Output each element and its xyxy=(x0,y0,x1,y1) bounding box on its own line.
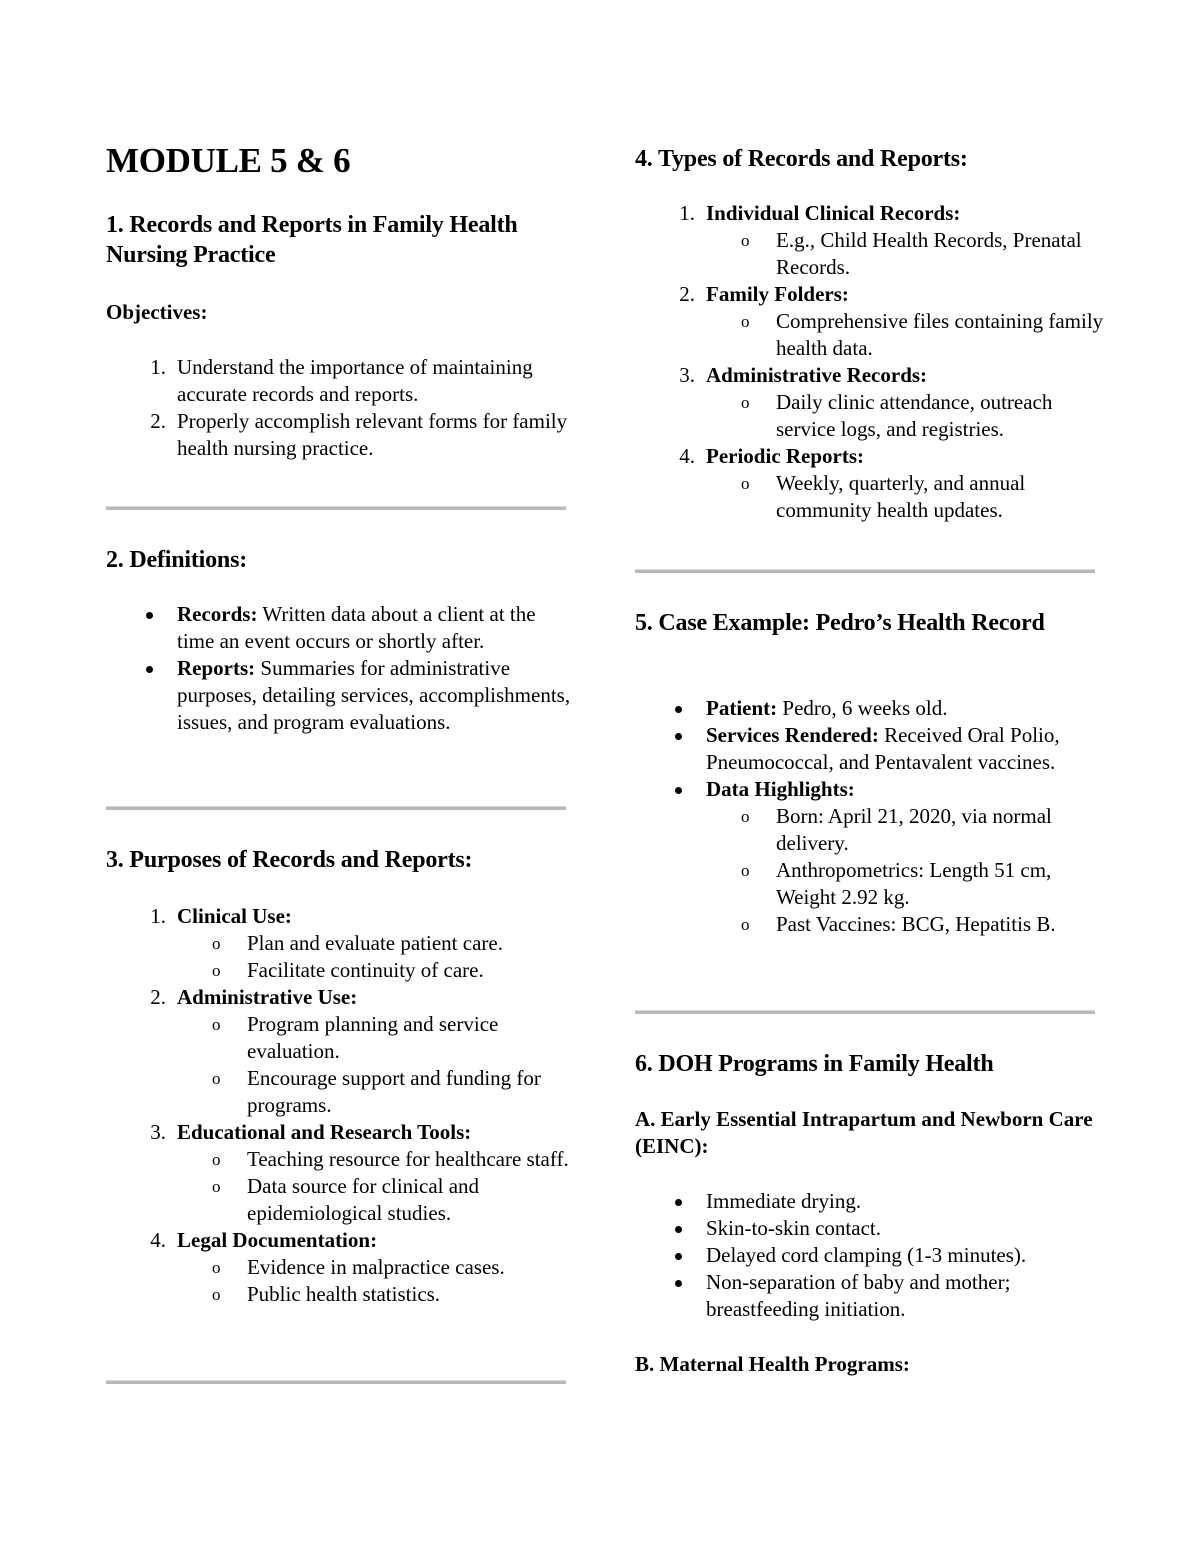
subsection-b-heading: B. Maternal Health Programs: xyxy=(635,1352,910,1376)
objectives-list xyxy=(106,354,576,462)
list-item: Non-separation of baby and mother; breastfeeding initiation. xyxy=(635,1269,1105,1323)
bullet-icon xyxy=(675,1226,682,1233)
sub-list-item: o Encourage support and funding for programs. xyxy=(212,1066,541,1117)
list-item: 3. Administrative Records: o Daily clinic attendance, outreach service logs, and registries. xyxy=(635,362,1105,443)
sub-list-item: o Anthropometrics: Length 51 cm, Weight 2.92 kg. xyxy=(741,858,1052,909)
list-item: Reports: Summaries for administrative purposes, detailing services, accomplishments, issues, and program evaluations. xyxy=(106,655,576,736)
list-item: 1. Understand the importance of maintaining accurate records and reports. xyxy=(150,355,533,406)
bullet-icon xyxy=(146,612,153,619)
module-title: MODULE 5 & 6 xyxy=(106,141,351,180)
sub-list-item: o Evidence in malpractice cases. xyxy=(212,1255,505,1279)
sub-list-item: o Public health statistics. xyxy=(212,1282,441,1306)
bullet-icon xyxy=(675,1280,682,1287)
list-item: Data Highlights: o Born: April 21, 2020, via normal delivery. o Anthropometrics: Length 51 cm, Weight 2.92 kg. o Past Vaccines: BCG, Hepatitis B. xyxy=(635,776,1105,938)
sub-list-item: o Born: April 21, 2020, via normal delivery. xyxy=(741,804,1052,855)
section-divider xyxy=(635,569,1095,573)
types-list xyxy=(635,200,1105,524)
sub-list-item: o Daily clinic attendance, outreach service logs, and registries. xyxy=(741,390,1053,441)
list-item: Skin-to-skin contact. xyxy=(635,1215,1105,1242)
list-item: Records: Written data about a client at the time an event occurs or shortly after. xyxy=(106,601,576,655)
case-example-list xyxy=(635,695,1105,938)
sub-list-item: o Program planning and service evaluation. xyxy=(212,1012,499,1063)
sub-list-item: o Plan and evaluate patient care. xyxy=(212,931,503,955)
list-item: 2. Administrative Use: o Program planning and service evaluation. o Encourage support and funding for programs. xyxy=(106,984,576,1119)
purposes-list xyxy=(106,903,576,1308)
sub-list-item: o E.g., Child Health Records, Prenatal Records. xyxy=(741,228,1082,279)
list-item: 4. Periodic Reports: o Weekly, quarterly, and annual community health updates. xyxy=(635,443,1105,524)
section-divider xyxy=(106,1380,566,1384)
section-3-heading: 3. Purposes of Records and Reports: xyxy=(106,847,473,873)
bullet-icon xyxy=(675,706,682,713)
list-item: 1. Clinical Use: o Plan and evaluate patient care. o Facilitate continuity of care. xyxy=(106,903,576,984)
section-divider xyxy=(635,1010,1095,1014)
sub-list-item: o Past Vaccines: BCG, Hepatitis B. xyxy=(741,912,1056,936)
section-divider xyxy=(106,806,566,810)
section-divider xyxy=(106,506,566,510)
sub-list-item: o Facilitate continuity of care. xyxy=(212,958,484,982)
definitions-list xyxy=(106,601,576,736)
sub-list-item: o Data source for clinical and epidemiological studies. xyxy=(212,1174,480,1225)
list-item: Services Rendered: Received Oral Polio, Pneumococcal, and Pentavalent vaccines. xyxy=(635,722,1105,776)
list-item: Patient: Pedro, 6 weeks old. xyxy=(635,695,1105,722)
section-5-heading: 5. Case Example: Pedro’s Health Record xyxy=(635,610,1045,636)
list-item: 1. Individual Clinical Records: o E.g., Child Health Records, Prenatal Records. xyxy=(635,200,1105,281)
sub-list-item: o Weekly, quarterly, and annual community health updates. xyxy=(741,471,1026,522)
bullet-icon xyxy=(675,1199,682,1206)
list-item: Delayed cord clamping (1-3 minutes). xyxy=(635,1242,1105,1269)
section-1-heading: 1. Records and Reports in Family Health Nursing Practice xyxy=(106,212,518,268)
objectives-label: Objectives: xyxy=(106,300,208,324)
bullet-icon xyxy=(675,1253,682,1260)
section-4-heading: 4. Types of Records and Reports: xyxy=(635,146,968,172)
section-2-heading: 2. Definitions: xyxy=(106,547,248,573)
subsection-a-heading: A. Early Essential Intrapartum and Newborn Care (EINC): xyxy=(635,1107,1093,1158)
list-item: Immediate drying. xyxy=(635,1188,1105,1215)
bullet-icon xyxy=(675,733,682,740)
sub-list-item: o Teaching resource for healthcare staff. xyxy=(212,1147,569,1171)
bullet-icon xyxy=(146,666,153,673)
list-item: 2. Properly accomplish relevant forms for family health nursing practice. xyxy=(150,409,568,460)
list-item: 4. Legal Documentation: o Evidence in malpractice cases. o Public health statistics. xyxy=(106,1227,576,1308)
bullet-icon xyxy=(675,787,682,794)
list-item: 3. Educational and Research Tools: o Teaching resource for healthcare staff. o Data source for clinical and epidemiological studies. xyxy=(106,1119,576,1227)
section-6-heading: 6. DOH Programs in Family Health xyxy=(635,1051,994,1077)
sub-list-item: o Comprehensive files containing family health data. xyxy=(741,309,1104,360)
einc-list xyxy=(635,1188,1105,1323)
list-item: 2. Family Folders: o Comprehensive files containing family health data. xyxy=(635,281,1105,362)
